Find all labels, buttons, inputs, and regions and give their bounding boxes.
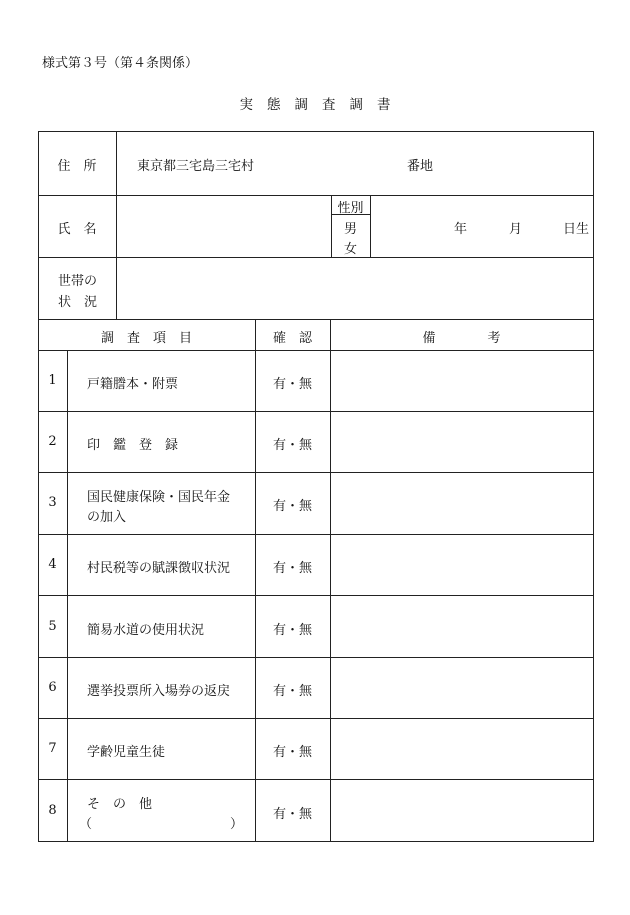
table-border-right (593, 131, 594, 842)
column-header-items: 調 査 項 目 (100, 331, 192, 346)
row-item: 印 鑑 登 録 (87, 438, 179, 453)
row-divider (38, 779, 594, 780)
document-title: 実態調査調書 (239, 97, 405, 113)
row-confirm: 有・無 (272, 438, 312, 453)
household-label: 世帯の (58, 274, 98, 289)
row-number: 3 (48, 495, 57, 510)
row-number: 4 (48, 557, 57, 572)
address-suffix: 番地 (407, 159, 434, 174)
row-item: 国民健康保険・国民年金 (87, 490, 231, 505)
row-paren-open: （ (79, 817, 93, 832)
row-divider (38, 195, 594, 196)
column-divider (116, 131, 117, 319)
birth-day-label: 日生 (563, 222, 590, 237)
row-confirm: 有・無 (272, 807, 312, 822)
row-item: 簡易水道の使用状況 (87, 623, 205, 638)
row-confirm: 有・無 (272, 499, 312, 514)
row-divider (38, 718, 594, 719)
column-divider (67, 350, 68, 841)
row-item: 学齢児童生徒 (87, 745, 166, 760)
row-item: 村民税等の賦課徴収状況 (87, 561, 231, 576)
column-header-confirm: 確 認 (272, 331, 312, 346)
address-value: 東京都三宅島三宅村 (137, 159, 255, 174)
row-confirm: 有・無 (272, 561, 312, 576)
row-divider (38, 411, 594, 412)
row-divider (38, 534, 594, 535)
gender-label: 性別 (337, 201, 364, 216)
row-number: 5 (48, 619, 57, 634)
name-label: 氏 名 (57, 222, 97, 237)
birth-month-label: 月 (509, 222, 523, 237)
row-number: 1 (48, 373, 57, 388)
column-divider (255, 319, 256, 841)
form-number: 様式第３号（第４条関係） (42, 56, 199, 71)
row-confirm: 有・無 (272, 745, 312, 760)
row-number: 2 (48, 434, 57, 449)
table-border-bottom (38, 841, 594, 842)
address-label: 住 所 (57, 159, 97, 174)
gender-male: 男 (343, 222, 357, 237)
row-divider (38, 319, 594, 320)
row-item: そ の 他 (87, 797, 153, 812)
row-confirm: 有・無 (272, 377, 312, 392)
row-confirm: 有・無 (272, 684, 312, 699)
table-border-left (38, 131, 39, 842)
column-header-remarks: 備 考 (422, 331, 501, 346)
row-divider (38, 657, 594, 658)
household-label: 状 況 (58, 295, 98, 310)
row-item-continued: の加入 (87, 510, 127, 525)
row-divider (38, 350, 594, 351)
row-number: 8 (48, 803, 57, 818)
column-divider (370, 195, 371, 257)
row-divider (38, 595, 594, 596)
row-divider (38, 257, 594, 258)
birth-year-label: 年 (454, 222, 468, 237)
row-number: 6 (48, 680, 57, 695)
row-item: 選挙投票所入場券の返戻 (87, 684, 231, 699)
row-paren-close: ） (230, 817, 244, 832)
row-confirm: 有・無 (272, 623, 312, 638)
row-divider (38, 472, 594, 473)
table-border-top (38, 131, 594, 132)
row-item: 戸籍謄本・附票 (87, 377, 179, 392)
row-number: 7 (48, 741, 57, 756)
gender-female: 女 (343, 242, 357, 257)
column-divider (330, 319, 331, 841)
